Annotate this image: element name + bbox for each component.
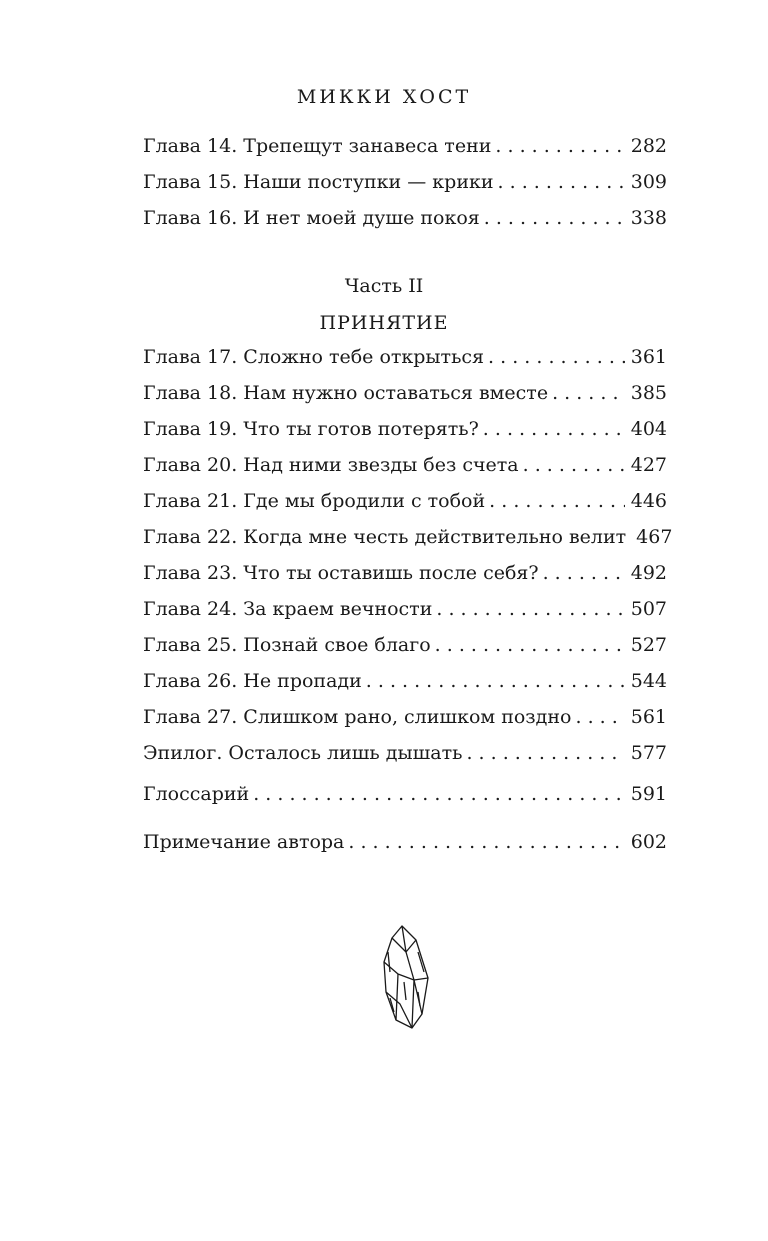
toc-appendix-entry bbox=[143, 783, 667, 819]
toc-entry-page: 427 bbox=[630, 454, 667, 476]
toc-entry-title: Глава 16. И нет моей душе покоя bbox=[143, 207, 480, 229]
leader-dots bbox=[483, 418, 625, 440]
toc-entry bbox=[143, 418, 667, 454]
leader-dots bbox=[488, 346, 625, 368]
toc-entry bbox=[143, 670, 667, 706]
leader-dots bbox=[466, 742, 624, 764]
part-number: Часть II bbox=[344, 275, 424, 297]
toc-entry bbox=[143, 171, 667, 207]
leader-dots bbox=[436, 598, 624, 620]
toc-entry-page: 577 bbox=[630, 742, 667, 764]
toc-main-list bbox=[143, 346, 673, 778]
leader-dots bbox=[435, 634, 625, 656]
toc-entry-page: 309 bbox=[630, 171, 667, 193]
toc-entry-title: Глава 21. Где мы бродили с тобой bbox=[143, 490, 486, 512]
toc-entry-title: Глава 26. Не пропади bbox=[143, 670, 362, 692]
toc-entry-title: Примечание автора bbox=[143, 831, 345, 853]
leader-dots bbox=[253, 783, 625, 805]
toc-entry bbox=[143, 526, 673, 562]
toc-entry-title: Глава 14. Трепещут занавеса тени bbox=[143, 135, 492, 157]
toc-entry bbox=[143, 598, 667, 634]
crystal-icon bbox=[378, 922, 438, 1032]
toc-entry bbox=[143, 831, 667, 867]
toc-entry bbox=[143, 490, 667, 526]
leader-dots bbox=[552, 382, 625, 404]
toc-entry bbox=[143, 135, 667, 171]
toc-entry-title: Глава 20. Над ними звезды без счета bbox=[143, 454, 519, 476]
toc-entry bbox=[143, 783, 667, 819]
toc-entry-title: Глава 27. Слишком рано, слишком поздно bbox=[143, 706, 572, 728]
toc-entry bbox=[143, 742, 667, 778]
toc-entry-title: Глава 24. За краем вечности bbox=[143, 598, 433, 620]
toc-top-list bbox=[143, 135, 667, 243]
toc-entry-page: 467 bbox=[636, 526, 673, 548]
toc-entry bbox=[143, 562, 667, 598]
toc-entry-title: Эпилог. Осталось лишь дышать bbox=[143, 742, 463, 764]
leader-dots bbox=[489, 490, 625, 512]
toc-entry-page: 527 bbox=[630, 634, 667, 656]
toc-entry-page: 507 bbox=[630, 598, 667, 620]
toc-entry-page: 492 bbox=[630, 562, 667, 584]
part-title: ПРИНЯТИЕ bbox=[319, 312, 449, 334]
leader-dots bbox=[484, 207, 625, 229]
toc-entry-title: Глава 18. Нам нужно оставаться вместе bbox=[143, 382, 549, 404]
running-header: МИККИ ХОСТ bbox=[296, 86, 472, 108]
toc-entry-page: 561 bbox=[630, 706, 667, 728]
leader-dots bbox=[348, 831, 624, 853]
leader-dots bbox=[523, 454, 625, 476]
leader-dots bbox=[575, 706, 624, 728]
leader-dots bbox=[543, 562, 625, 584]
toc-appendix-entry bbox=[143, 831, 667, 867]
toc-entry-title: Глава 23. Что ты оставишь после себя? bbox=[143, 562, 539, 584]
toc-entry-page: 544 bbox=[630, 670, 667, 692]
leader-dots bbox=[495, 135, 624, 157]
toc-entry-page: 385 bbox=[630, 382, 667, 404]
toc-entry-page: 361 bbox=[630, 346, 667, 368]
toc-entry-page: 282 bbox=[630, 135, 667, 157]
leader-dots bbox=[366, 670, 625, 692]
toc-entry-title: Глава 19. Что ты готов потерять? bbox=[143, 418, 479, 440]
leader-dots bbox=[498, 171, 625, 193]
toc-entry-page: 338 bbox=[630, 207, 667, 229]
toc-entry-page: 404 bbox=[630, 418, 667, 440]
toc-entry-title: Глава 17. Сложно тебе открыться bbox=[143, 346, 485, 368]
toc-entry-page: 591 bbox=[630, 783, 667, 805]
toc-entry bbox=[143, 207, 667, 243]
toc-entry bbox=[143, 346, 667, 382]
toc-entry-title: Глоссарий bbox=[143, 783, 250, 805]
toc-entry bbox=[143, 382, 667, 418]
toc-entry-page: 602 bbox=[630, 831, 667, 853]
toc-entry bbox=[143, 454, 667, 490]
toc-entry bbox=[143, 634, 667, 670]
toc-entry bbox=[143, 706, 667, 742]
toc-entry-page: 446 bbox=[630, 490, 667, 512]
toc-entry-title: Глава 25. Познай свое благо bbox=[143, 634, 431, 656]
toc-entry-title: Глава 15. Наши поступки — крики bbox=[143, 171, 494, 193]
toc-entry-title: Глава 22. Когда мне честь действительно велит bbox=[143, 526, 627, 548]
